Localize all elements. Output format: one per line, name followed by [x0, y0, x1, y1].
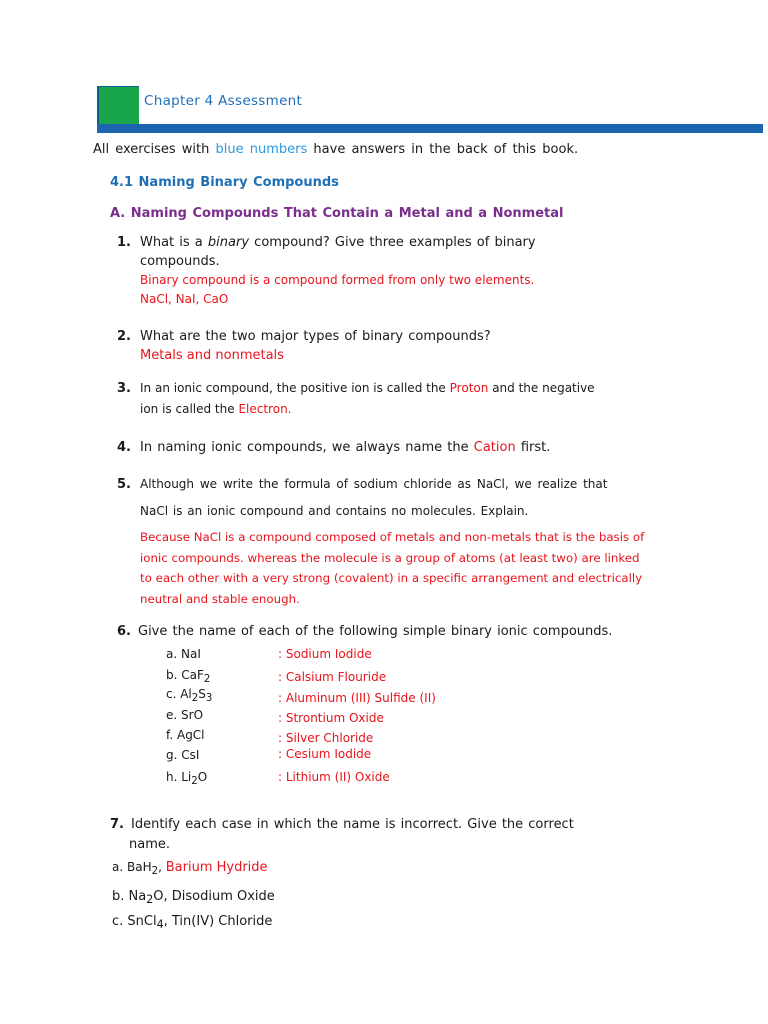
q7-item-answer: Barium Hydride [165, 860, 268, 875]
q1-question-line2: compounds. [140, 254, 220, 269]
q3-answer-1: Proton [449, 381, 489, 395]
formula-part: a. BaH [112, 860, 152, 874]
formula-part: S [198, 687, 206, 701]
formula-part: , Tin(IV) Chloride [163, 914, 273, 929]
q6-item-answer: : Lithium (II) Oxide [278, 770, 390, 784]
q5-answer-line: ionic compounds. whereas the molecule is a group of atoms (at least two) are linked [140, 551, 640, 565]
q2-answer: Metals and nonmetals [140, 348, 284, 363]
q3-text-mid: and the negative [492, 381, 595, 395]
q1-answer-examples: NaCl, NaI, CaO [140, 292, 229, 306]
q1-question [140, 235, 536, 250]
q6-question: Give the name of each of the following simple binary ionic compounds. [138, 624, 613, 639]
q5-answer-line: Because NaCl is a compound composed of metals and non-metals that is the basis of [140, 530, 645, 544]
chapter-title: Chapter 4 Assessment [144, 93, 303, 109]
q6-item-answer: : Aluminum (III) Sulfide (II) [278, 691, 436, 705]
q7-item [112, 889, 275, 904]
q2-question: What are the two major types of binary compounds? [140, 329, 491, 344]
q5-question-line2: NaCl is an ionic compound and contains no molecules. Explain. [140, 504, 529, 518]
q6-item-label [166, 668, 211, 685]
q3-number: 3. [117, 381, 131, 396]
formula-part: c. SnCl [112, 914, 157, 929]
formula-part: b. CaF [166, 668, 204, 682]
q6-item-answer: : Silver Chloride [278, 731, 374, 745]
intro-line [93, 142, 578, 157]
q2-number: 2. [117, 329, 131, 344]
q7-question: Identify each case in which the name is incorrect. Give the correct [131, 817, 574, 832]
q1-text-post: compound? Give three examples of binary [254, 235, 536, 250]
formula-part: h. Li [166, 770, 192, 784]
q6-item-answer: : Calsium Flouride [278, 670, 387, 684]
q6-item-label: a. NaI [166, 647, 201, 661]
formula-subscript: 2 [203, 674, 211, 685]
q4-question [140, 440, 550, 455]
q3-question [140, 381, 595, 395]
q3-text-line2: ion is called the [140, 402, 235, 416]
formula-subscript: 4 [156, 918, 164, 931]
q6-item-answer: : Strontium Oxide [278, 711, 384, 725]
formula-subscript: 2 [146, 893, 154, 906]
q1-number: 1. [117, 235, 131, 250]
q5-question: Although we write the formula of sodium chloride as NaCl, we realize that [140, 477, 608, 491]
intro-text-before: All exercises with [93, 142, 210, 157]
formula-subscript: 2 [191, 776, 198, 787]
q1-text-em: binary [207, 235, 250, 250]
q3-question-line2 [140, 402, 292, 416]
q1-answer: Binary compound is a compound formed from only two elements. [140, 273, 535, 287]
q3-answer-2: Electron. [238, 402, 292, 416]
q4-text-pre: In naming ionic compounds, we always name the [140, 440, 469, 455]
chapter-marker-box [97, 86, 139, 125]
formula-subscript: 2 [151, 866, 159, 877]
q6-item-label: g. CsI [166, 748, 200, 762]
q7-number: 7. [110, 817, 124, 832]
section-title: 4.1 Naming Binary Compounds [110, 175, 339, 190]
q4-text-post: first. [520, 440, 551, 455]
formula-subscript: 3 [205, 693, 213, 704]
formula-part: O, Disodium Oxide [153, 889, 275, 904]
q7-question-line2: name. [129, 837, 170, 852]
q1-text-pre: What is a [140, 235, 203, 250]
q3-text-pre: In an ionic compound, the positive ion is called the [140, 381, 446, 395]
intro-highlight: blue numbers [215, 142, 308, 157]
q6-number: 6. [117, 624, 131, 639]
q4-answer: Cation [473, 440, 516, 455]
header-bar [97, 124, 763, 133]
formula-part: , [158, 860, 162, 874]
q7-item [112, 914, 272, 929]
formula-part: c. Al [166, 687, 192, 701]
q6-item-answer: : Sodium Iodide [278, 647, 372, 661]
q6-item-label: e. SrO [166, 708, 204, 722]
q5-number: 5. [117, 477, 131, 492]
subsection-title: A. Naming Compounds That Contain a Metal and a Nonmetal [110, 206, 564, 221]
formula-part: b. Na [112, 889, 147, 904]
q7-item [112, 860, 268, 875]
q6-item-label [166, 770, 208, 787]
q4-number: 4. [117, 440, 131, 455]
q6-item-answer: : Cesium Iodide [278, 747, 372, 761]
q5-answer-line: neutral and stable enough. [140, 592, 300, 606]
formula-subscript: 2 [191, 693, 199, 704]
intro-text-after: have answers in the back of this book. [313, 142, 579, 157]
q6-item-label: f. AgCl [166, 728, 205, 742]
formula-part: O [197, 770, 208, 784]
q6-item-label [166, 687, 213, 704]
q5-answer-line: to each other with a very strong (covalent) in a specific arrangement and electrically [140, 571, 643, 585]
